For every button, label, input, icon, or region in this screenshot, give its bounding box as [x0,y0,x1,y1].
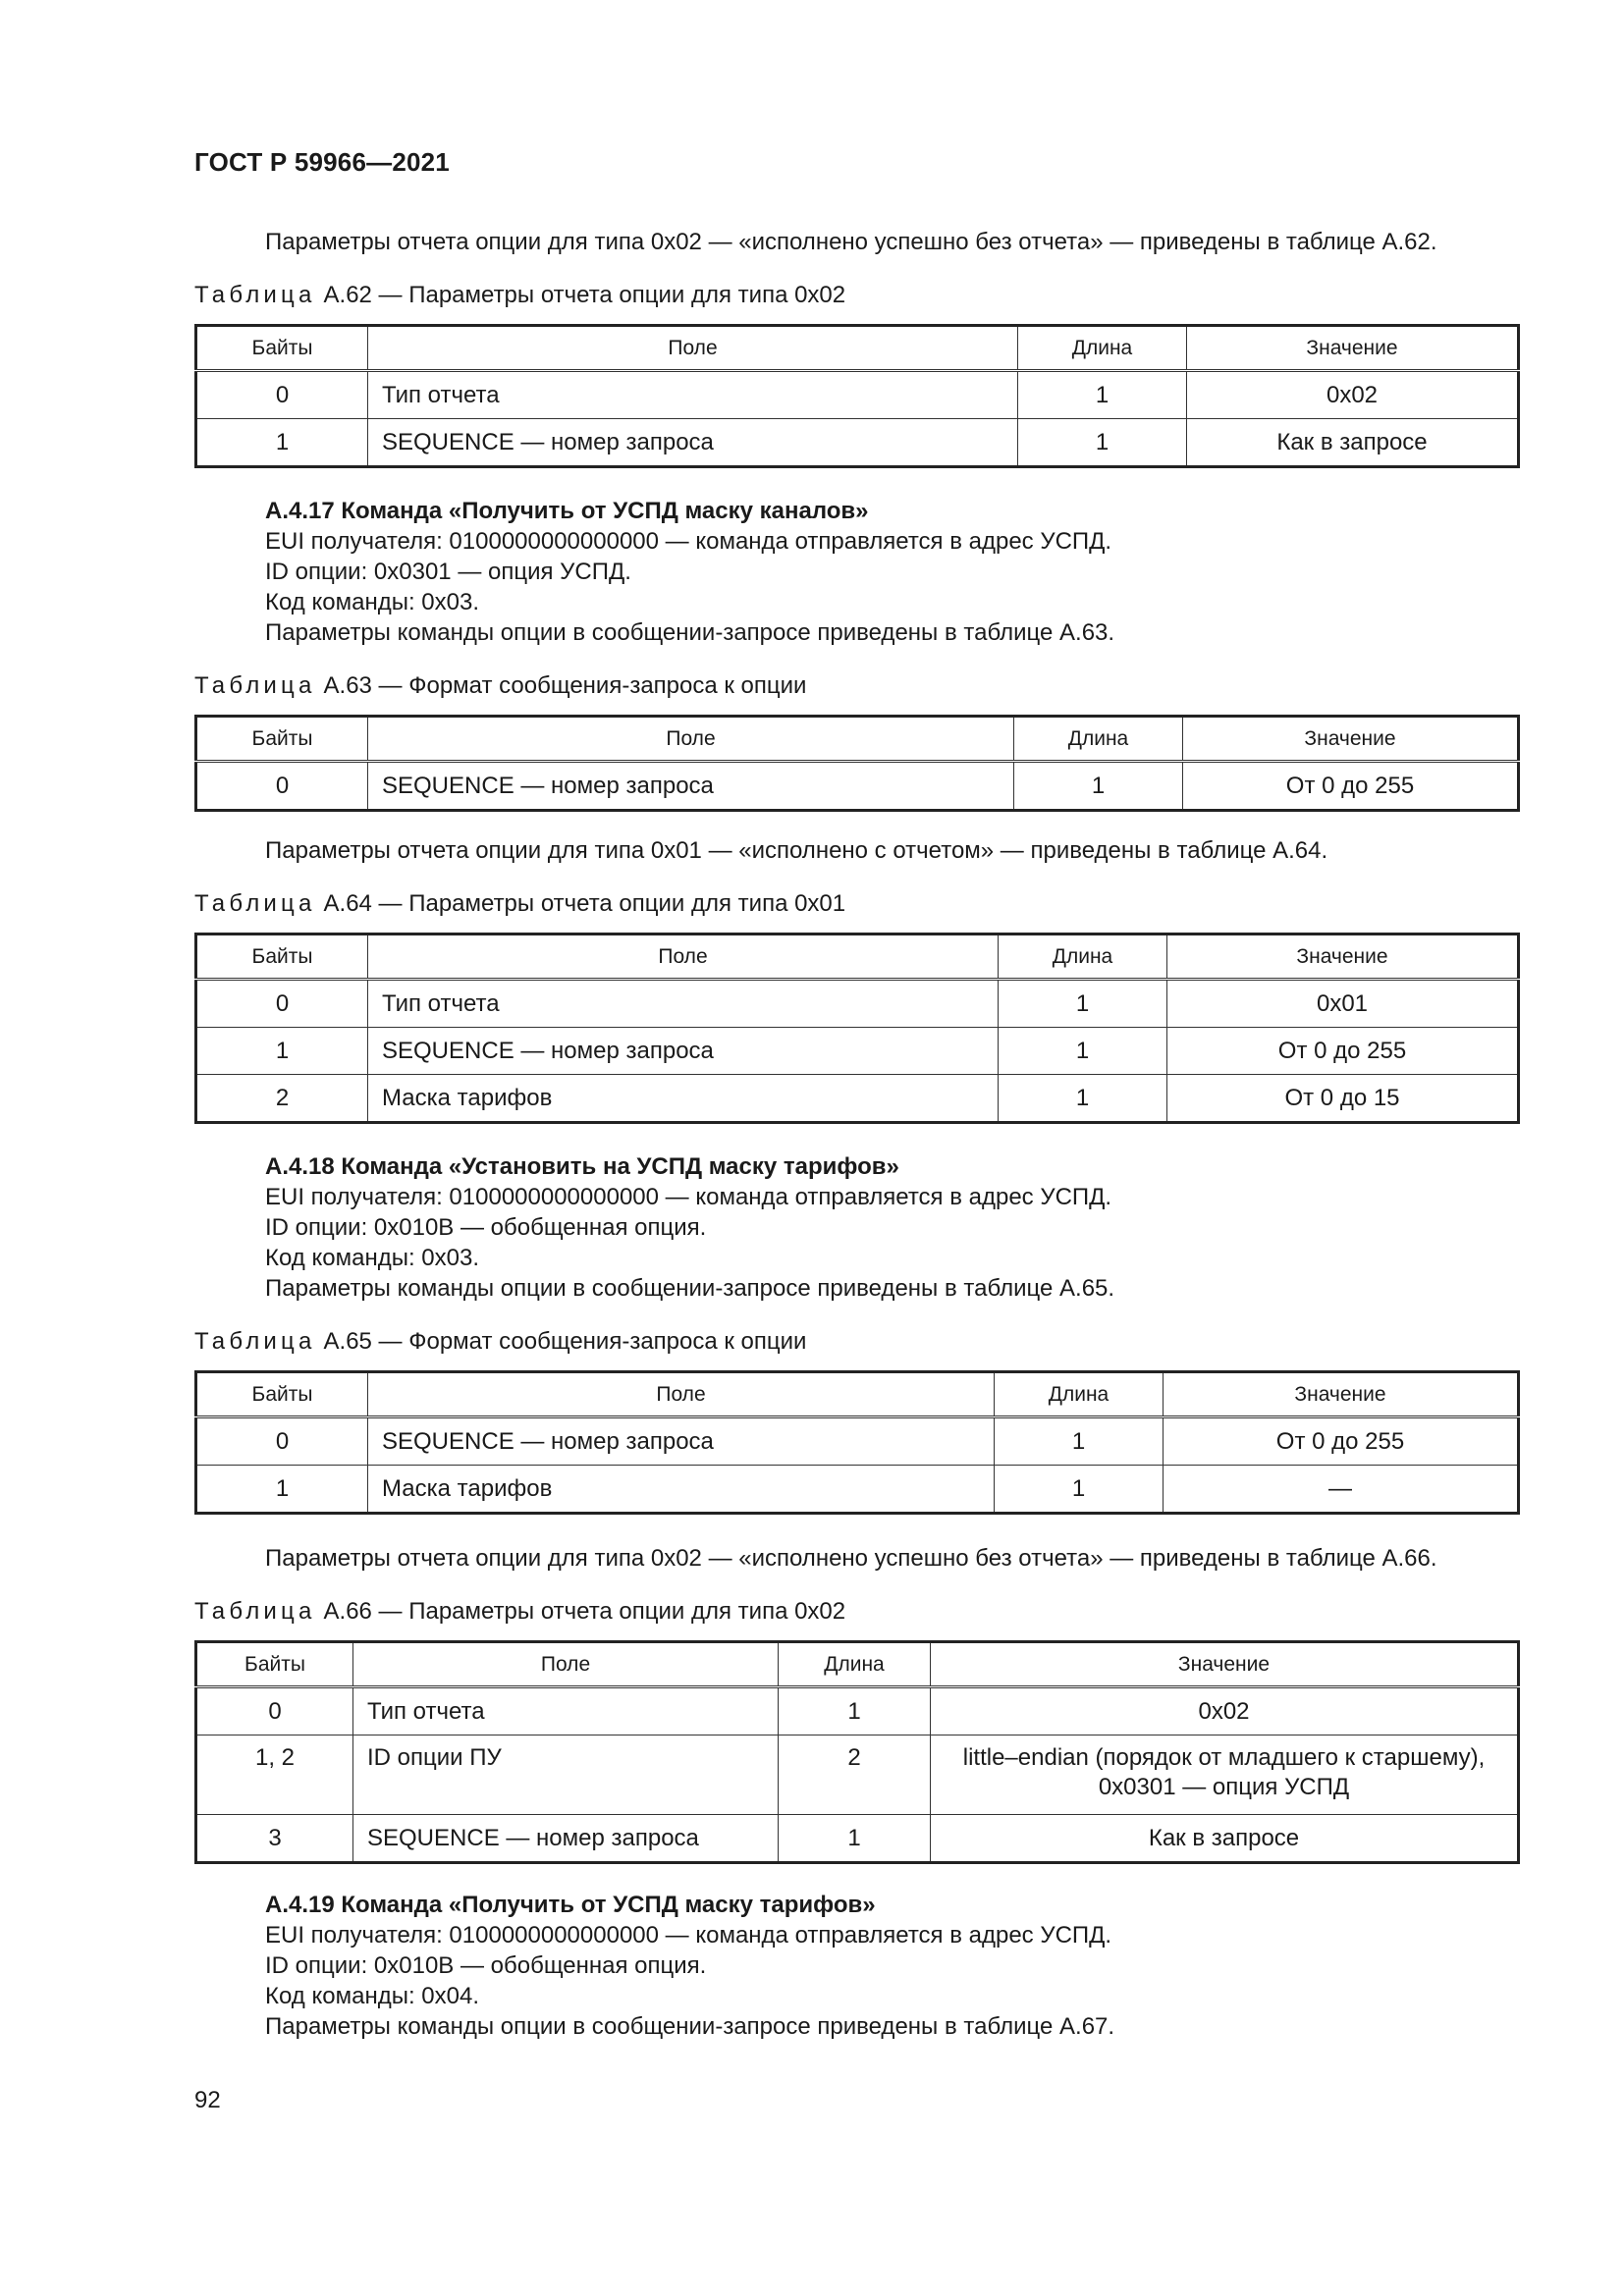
cell-field: SEQUENCE — номер запроса [368,1417,995,1466]
cell-bytes: 0 [196,980,368,1028]
caption-word: Таблица [194,890,316,917]
cell-field: Маска тарифов [368,1075,999,1123]
cell-bytes: 0 [196,762,368,811]
text-line: ID опции: 0x010B — обобщенная опция. [265,1952,707,1979]
caption-word: Таблица [194,1328,316,1355]
table-caption-a63 [194,671,806,701]
col-header-field: Поле [368,934,999,980]
caption-text: А.66 — Параметры отчета опции для типа 0x02 [323,1598,846,1625]
text-line: EUI получателя: 0100000000000000 — команда отправляется в адрес УСПД. [265,1922,1112,1949]
cell-length: 1 [1018,371,1187,419]
col-header-bytes: Байты [196,1372,368,1417]
table-row [196,1735,1519,1815]
col-header-length: Длина [995,1372,1164,1417]
cell-value [931,1815,1519,1863]
table-caption-a64 [194,889,845,919]
text-line: Код команды: 0x04. [265,1983,479,2009]
section-heading-a418: А.4.18 Команда «Установить на УСПД маску тарифов» [265,1153,899,1180]
text-line: Код команды: 0x03. [265,589,479,615]
cell-length: 1 [779,1815,931,1863]
text-line: Параметры команды опции в сообщении-запросе приведены в таблице А.65. [265,1275,1115,1302]
col-header-field: Поле [368,326,1018,371]
table-header-row [196,1372,1519,1417]
table-row [196,762,1519,811]
col-header-bytes: Байты [196,326,368,371]
col-header-length: Длина [999,934,1167,980]
table-row [196,1687,1519,1735]
cell-value-line: 0x0301 — опция УСПД [1098,1774,1350,1800]
paragraph: Параметры отчета опции для типа 0x02 — «исполнено успешно без отчета» — приведены в таблице А.62. [265,229,1437,255]
cell-value: От 0 до 15 [1167,1075,1519,1123]
col-header-bytes: Байты [196,934,368,980]
table-header-row [196,1642,1519,1687]
table-a65 [194,1370,1520,1515]
cell-value: От 0 до 255 [1167,1028,1519,1075]
caption-word: Таблица [194,282,316,308]
table-caption-a65 [194,1327,806,1357]
caption-word: Таблица [194,672,316,699]
cell-value: 0x01 [1167,980,1519,1028]
cell-bytes: 0 [196,1687,353,1735]
cell-bytes: 0 [196,371,368,419]
col-header-bytes: Байты [196,1642,353,1687]
col-header-value: Значение [1164,1372,1519,1417]
table-row [196,1075,1519,1123]
cell-field: Тип отчета [353,1687,779,1735]
table-caption-a62 [194,281,845,310]
caption-text: А.62 — Параметры отчета опции для типа 0x02 [323,282,846,308]
cell-field: Тип отчета [368,980,999,1028]
text-line: EUI получателя: 0100000000000000 — команда отправляется в адрес УСПД. [265,1184,1112,1210]
paragraph: Параметры отчета опции для типа 0x01 — «исполнено с отчетом» — приведены в таблице А.64. [265,837,1328,864]
cell-value: От 0 до 255 [1164,1417,1519,1466]
paragraph: Параметры отчета опции для типа 0x02 — «исполнено успешно без отчета» — приведены в таблице А.66. [265,1545,1437,1572]
table-header-row [196,326,1519,371]
table-a63 [194,715,1520,812]
cell-length: 1 [1018,419,1187,467]
cell-value [931,1735,1519,1815]
table-header-row [196,717,1519,762]
text-line: Параметры команды опции в сообщении-запросе приведены в таблице А.67. [265,2013,1115,2040]
cell-length: 1 [1014,762,1183,811]
table-a66 [194,1640,1520,1864]
text-line: EUI получателя: 0100000000000000 — команда отправляется в адрес УСПД. [265,528,1112,555]
cell-length: 1 [999,1028,1167,1075]
cell-field: SEQUENCE — номер запроса [368,762,1014,811]
cell-value: От 0 до 255 [1183,762,1519,811]
cell-length: 1 [779,1687,931,1735]
col-header-bytes: Байты [196,717,368,762]
text-line: ID опции: 0x010B — обобщенная опция. [265,1214,707,1241]
cell-value: — [1164,1466,1519,1514]
text-line: ID опции: 0x0301 — опция УСПД. [265,559,631,585]
cell-value-line: Как в запросе [1148,1824,1300,1851]
section-heading-a417: А.4.17 Команда «Получить от УСПД маску каналов» [265,498,869,524]
col-header-field: Поле [368,1372,995,1417]
cell-bytes: 1 [196,1028,368,1075]
cell-length: 1 [999,1075,1167,1123]
table-row [196,1466,1519,1514]
cell-value: Как в запросе [1187,419,1519,467]
table-row [196,1815,1519,1863]
col-header-field: Поле [353,1642,779,1687]
cell-bytes: 1 [196,419,368,467]
cell-field: SEQUENCE — номер запроса [353,1815,779,1863]
cell-field: SEQUENCE — номер запроса [368,1028,999,1075]
table-row [196,1417,1519,1466]
cell-length: 1 [995,1466,1164,1514]
table-caption-a66 [194,1597,845,1627]
caption-text: А.63 — Формат сообщения-запроса к опции [323,672,807,699]
cell-length: 1 [995,1417,1164,1466]
table-row [196,980,1519,1028]
caption-text: А.64 — Параметры отчета опции для типа 0x01 [323,890,846,917]
cell-bytes: 0 [196,1417,368,1466]
table-a64 [194,933,1520,1124]
cell-value: 0x02 [1187,371,1519,419]
col-header-value: Значение [1167,934,1519,980]
cell-field: Тип отчета [368,371,1018,419]
table-row [196,1028,1519,1075]
table-a62 [194,324,1520,468]
section-heading-a419: А.4.19 Команда «Получить от УСПД маску тарифов» [265,1892,876,1918]
col-header-length: Длина [1014,717,1183,762]
caption-text: А.65 — Формат сообщения-запроса к опции [323,1328,807,1355]
text-line: Код команды: 0x03. [265,1245,479,1271]
cell-bytes: 1 [196,1466,368,1514]
col-header-field: Поле [368,717,1014,762]
document-header: ГОСТ Р 59966—2021 [194,147,450,177]
cell-value [931,1687,1519,1735]
cell-field: SEQUENCE — номер запроса [368,419,1018,467]
table-row [196,419,1519,467]
cell-value-line: little–endian (порядок от младшего к старшему), [962,1744,1486,1771]
col-header-length: Длина [779,1642,931,1687]
col-header-value: Значение [1187,326,1519,371]
page-number: 92 [194,2087,221,2113]
cell-field: Маска тарифов [368,1466,995,1514]
table-header-row [196,934,1519,980]
cell-field: ID опции ПУ [353,1735,779,1815]
cell-bytes: 3 [196,1815,353,1863]
col-header-value: Значение [931,1642,1519,1687]
cell-length: 1 [999,980,1167,1028]
col-header-length: Длина [1018,326,1187,371]
table-row [196,371,1519,419]
cell-value-line: 0x02 [1198,1697,1250,1725]
cell-bytes: 2 [196,1075,368,1123]
cell-length: 2 [779,1735,931,1815]
col-header-value: Значение [1183,717,1519,762]
cell-bytes: 1, 2 [196,1735,353,1815]
caption-word: Таблица [194,1598,316,1625]
text-line: Параметры команды опции в сообщении-запросе приведены в таблице А.63. [265,619,1115,646]
